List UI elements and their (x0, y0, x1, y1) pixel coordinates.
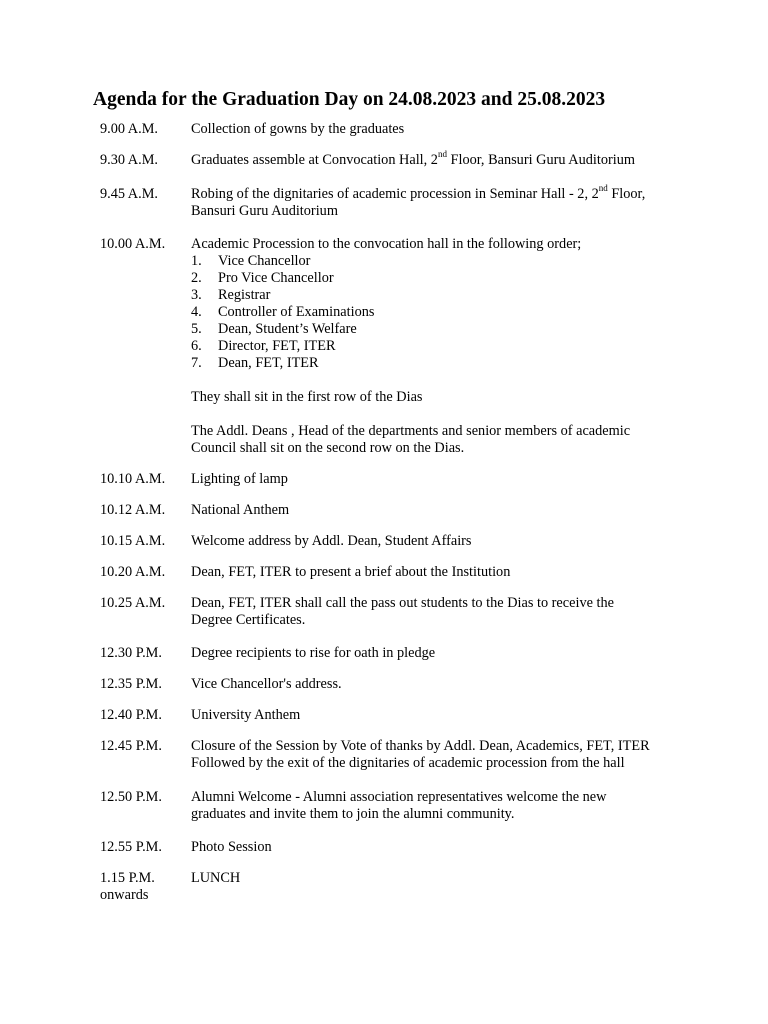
agenda-text-line2: Followed by the exit of the dignitaries of academic procession from the hall (191, 755, 625, 771)
seating-note: The Addl. Deans , Head of the departments and senior members of academic (191, 423, 631, 439)
agenda-time: 10.00 A.M. (100, 236, 166, 252)
agenda-description (191, 789, 751, 823)
agenda-time (100, 870, 190, 904)
agenda-text: Alumni Welcome - Alumni association representatives welcome the new (191, 789, 607, 805)
procession-order-list (191, 253, 751, 372)
list-item (191, 253, 751, 270)
agenda-time: 12.55 P.M. (100, 839, 162, 855)
agenda-time: 12.45 P.M. (100, 738, 162, 754)
list-label: Controller of Examinations (218, 304, 375, 320)
agenda-time: 9.45 A.M. (100, 186, 158, 202)
agenda-time: 9.30 A.M. (100, 152, 158, 168)
agenda-text-part: Floor, Bansuri Guru Auditorium (446, 152, 636, 168)
agenda-text-line2: Bansuri Guru Auditorium (191, 203, 338, 219)
agenda-text: Lighting of lamp (191, 471, 288, 487)
ordinal-suffix: nd (598, 183, 608, 194)
list-number: 5. (191, 321, 202, 337)
list-number: 3. (191, 287, 202, 303)
agenda-description (191, 676, 751, 693)
list-label: Director, FET, ITER (218, 338, 336, 354)
list-label: Pro Vice Chancellor (218, 270, 334, 286)
seating-note-line2: Council shall sit on the second row on the Dias. (191, 440, 465, 456)
list-label: Dean, Student’s Welfare (218, 321, 357, 337)
agenda-text-line2: graduates and invite them to join the alumni community. (191, 806, 515, 822)
agenda-time: 12.40 P.M. (100, 707, 162, 723)
agenda-text: University Anthem (191, 707, 301, 723)
agenda-time: 10.12 A.M. (100, 502, 166, 518)
agenda-time-line1: 1.15 P.M. (100, 870, 155, 886)
agenda-time: 10.15 A.M. (100, 533, 166, 549)
agenda-text: Photo Session (191, 839, 272, 855)
agenda-time: 9.00 A.M. (100, 121, 158, 137)
agenda-text: Degree recipients to rise for oath in pledge (191, 645, 436, 661)
agenda-time: 10.10 A.M. (100, 471, 166, 487)
list-item (191, 304, 751, 321)
ordinal-suffix: nd (437, 149, 447, 160)
agenda-text-part: Graduates assemble at Convocation Hall, 2 (191, 152, 438, 168)
agenda-description (191, 183, 751, 220)
agenda-text: Vice Chancellor's address. (191, 676, 342, 692)
list-item (191, 287, 751, 304)
agenda-time: 10.25 A.M. (100, 595, 166, 611)
list-label: Dean, FET, ITER (218, 355, 319, 371)
agenda-text: Welcome address by Addl. Dean, Student Affairs (191, 533, 472, 549)
agenda-time-line2: onwards (100, 887, 149, 903)
agenda-text (191, 183, 751, 203)
agenda-text-line2: Degree Certificates. (191, 612, 306, 628)
agenda-text: Dean, FET, ITER shall call the pass out students to the Dias to receive the (191, 595, 614, 611)
agenda-text: Closure of the Session by Vote of thanks by Addl. Dean, Academics, FET, ITER (191, 738, 650, 754)
agenda-description (191, 645, 751, 662)
agenda-time: 10.20 A.M. (100, 564, 166, 580)
list-number: 4. (191, 304, 202, 320)
agenda-description (191, 839, 751, 856)
agenda-text: National Anthem (191, 502, 290, 518)
seating-note: They shall sit in the first row of the Dias (191, 389, 423, 405)
agenda-description (191, 533, 751, 550)
agenda-text-part: Robing of the dignitaries of academic procession in Seminar Hall - 2, 2 (191, 186, 599, 202)
agenda-description (191, 471, 751, 488)
agenda-text: Academic Procession to the convocation hall in the following order; (191, 236, 582, 252)
agenda-description (191, 707, 751, 724)
agenda-time: 12.50 P.M. (100, 789, 162, 805)
agenda-text-part: Floor, (607, 186, 646, 202)
agenda-description (191, 595, 751, 629)
agenda-description (191, 236, 751, 457)
agenda-description (191, 502, 751, 519)
list-item (191, 270, 751, 287)
list-number: 2. (191, 270, 202, 286)
agenda-description (191, 121, 751, 138)
agenda-text: Collection of gowns by the graduates (191, 121, 405, 137)
agenda-time: 12.35 P.M. (100, 676, 162, 692)
agenda-text: Dean, FET, ITER to present a brief about the Institution (191, 564, 511, 580)
agenda-description (191, 870, 751, 887)
agenda-description (191, 564, 751, 581)
agenda-description (191, 738, 751, 772)
list-number: 1. (191, 253, 202, 269)
list-item (191, 338, 751, 355)
list-item (191, 321, 751, 338)
list-item (191, 355, 751, 372)
agenda-description (191, 149, 751, 169)
agenda-text (191, 149, 751, 169)
agenda-text: LUNCH (191, 870, 241, 886)
list-label: Registrar (218, 287, 271, 303)
list-label: Vice Chancellor (218, 253, 311, 269)
list-number: 7. (191, 355, 202, 371)
list-number: 6. (191, 338, 202, 354)
page-title: Agenda for the Graduation Day on 24.08.2023 and 25.08.2023 (93, 89, 606, 110)
agenda-time: 12.30 P.M. (100, 645, 162, 661)
